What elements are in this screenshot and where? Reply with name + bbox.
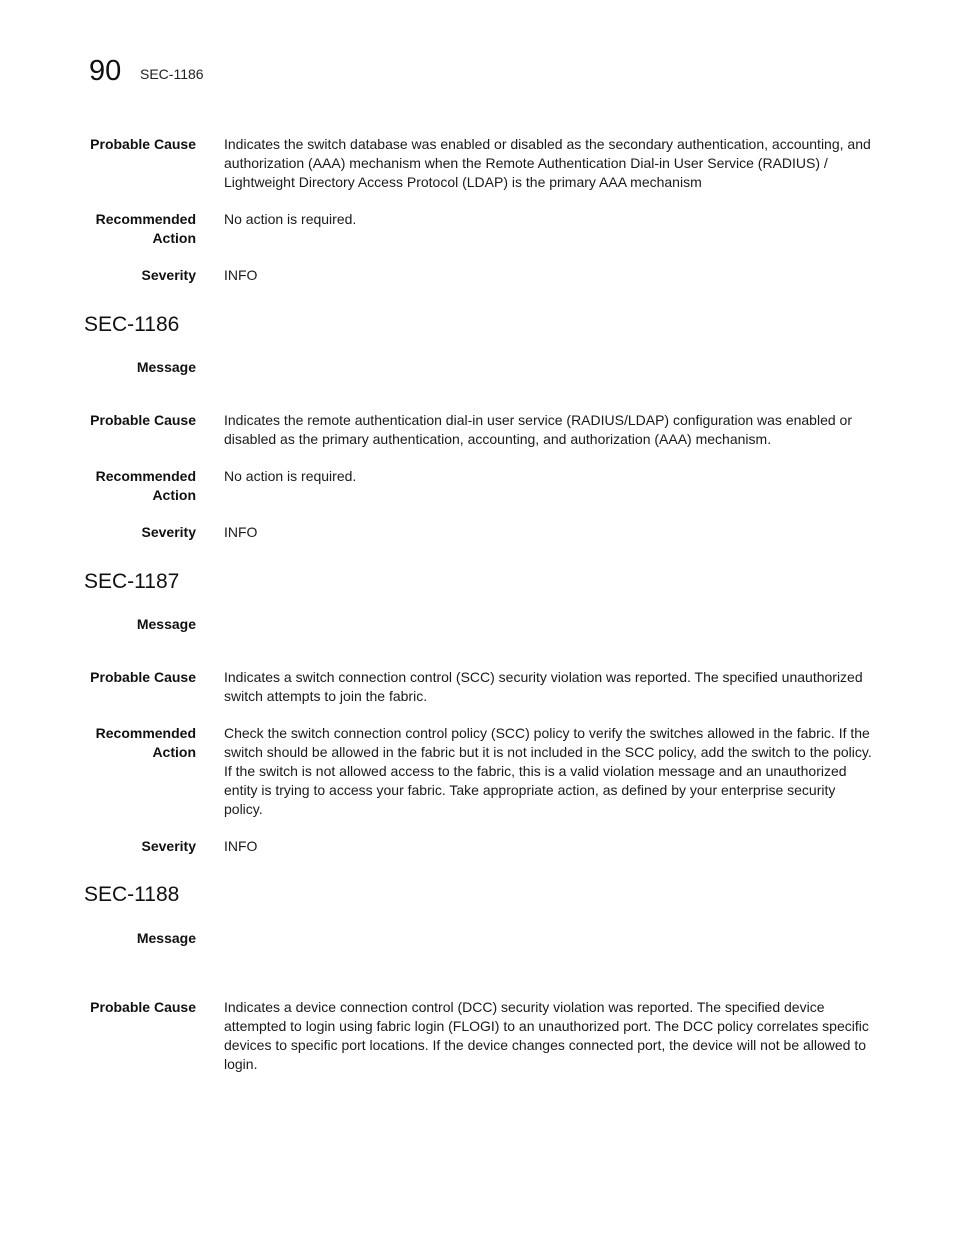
recommended-action-text: No action is required. xyxy=(224,211,357,227)
section-heading-sec-1188: SEC-1188 xyxy=(84,883,180,906)
header-title: SEC-1186 xyxy=(140,66,204,82)
severity-label: Severity xyxy=(141,838,196,854)
recommended-action-label: Recommended Action xyxy=(95,725,196,760)
recommended-action-text: Check the switch connection control policy (SCC) policy to verify the switches allowed in the fabric. If the switch should be allowed in the fabric but it is not included in the SCC policy, add the switch to the policy. If the switch is not allowed access to the fabric, this is a valid violation message and an unauthorized entity is trying to access your fabric. Take appropriate action, as defined by your enterprise security policy. xyxy=(224,725,872,817)
severity-label: Severity xyxy=(141,267,196,283)
probable-cause-label: Probable Cause xyxy=(90,669,196,685)
probable-cause-text: Indicates a device connection control (DCC) security violation was reported. The specified device attempted to login using fabric login (FLOGI) to an unauthorized port. The DCC policy correlates specific devices to specific port locations. If the device changes connected port, the device will not be allowed to login. xyxy=(224,999,869,1072)
probable-cause-label: Probable Cause xyxy=(90,412,196,428)
probable-cause-text: Indicates a switch connection control (SCC) security violation was reported. The specified unauthorized switch attempts to join the fabric. xyxy=(224,669,863,704)
probable-cause-label: Probable Cause xyxy=(90,999,196,1015)
probable-cause-text: Indicates the remote authentication dial-in user service (RADIUS/LDAP) configuration was enabled or disabled as the primary authentication, accounting, and authorization (AAA) mechanism. xyxy=(224,412,852,447)
message-label: Message xyxy=(136,359,196,375)
message-label: Message xyxy=(136,616,196,632)
message-label: Message xyxy=(136,930,196,946)
page-number: 90 xyxy=(89,55,122,87)
severity-label: Severity xyxy=(141,524,196,540)
severity-value: INFO xyxy=(224,838,258,854)
section-heading-sec-1187: SEC-1187 xyxy=(84,570,180,593)
recommended-action-label: Recommended Action xyxy=(95,468,196,503)
section-heading-sec-1186: SEC-1186 xyxy=(84,313,180,336)
recommended-action-text: No action is required. xyxy=(224,468,357,484)
severity-value: INFO xyxy=(224,524,258,540)
probable-cause-label: Probable Cause xyxy=(90,136,196,152)
severity-value: INFO xyxy=(224,267,258,283)
recommended-action-label: Recommended Action xyxy=(95,211,196,246)
probable-cause-text: Indicates the switch database was enabled or disabled as the secondary authentication, accounting, and authorization (AAA) mechanism when the Remote Authentication Dial-in User Service (RADIUS) / Lightweight Directory Access Protocol (LDAP) is the primary AAA mechanism xyxy=(224,136,871,190)
